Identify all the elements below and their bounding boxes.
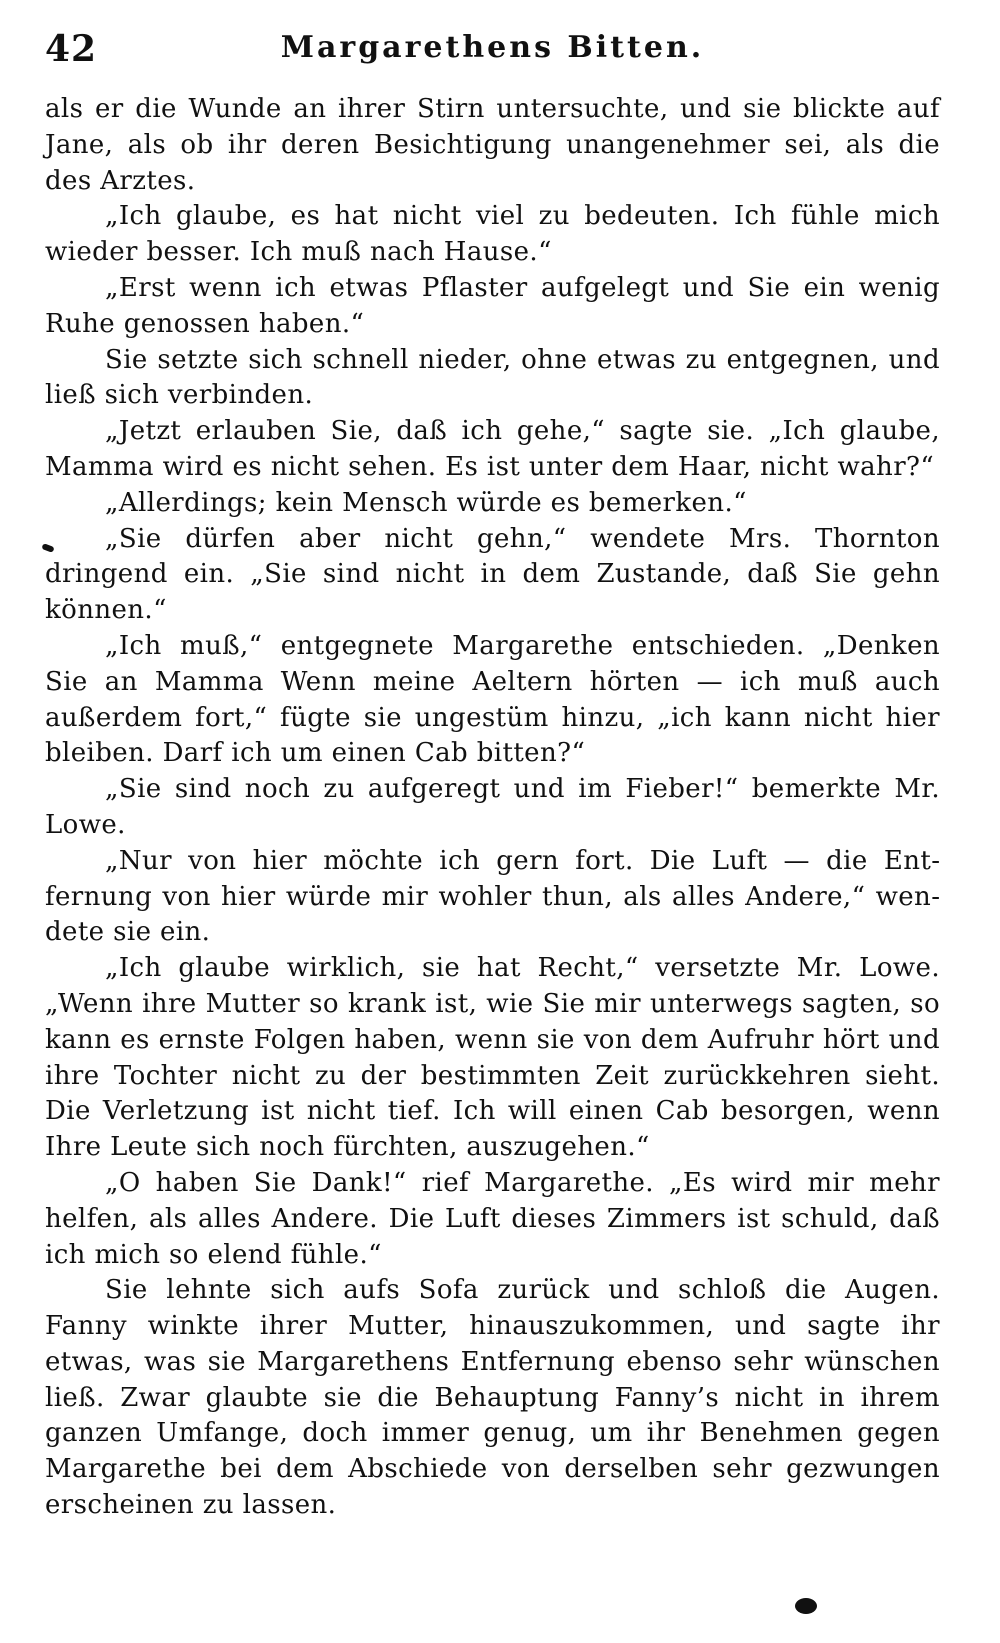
paragraph: „Ich glaube wirklich, sie hat Recht,“ versetzte Mr. Lowe. „Wenn ihre Mutter so krank ist, wie Sie mir unterwegs sagten, so kann es ernste Folgen haben, wenn sie von dem Aufruhr hört und ihre Tochter nicht zu der bestimmten Zeit zurückkehren sieht. Die Verletzung ist nicht tief. Ich will einen Cab besorgen, wenn Ihre Leute sich noch fürchten, auszugehen.“ <box>45 953 940 1163</box>
ink-blot <box>795 1598 817 1614</box>
paragraph: „Ich muß,“ entgegnete Margarethe entschieden. „Denken Sie an Mamma Wenn meine Aeltern hörten — ich muß auch außerdem fort,“ fügte sie ungestüm hinzu, „ich kann nicht hier bleiben. Darf ich um einen Cab bitten?“ <box>45 630 940 769</box>
page-number: 42 <box>45 28 98 70</box>
paragraph: „Erst wenn ich etwas Pflaster aufgelegt und Sie ein wenig Ruhe genossen haben.“ <box>45 272 940 339</box>
paragraph: Sie setzte sich schnell nieder, ohne etwas zu entgegnen, und ließ sich verbinden. <box>45 344 940 411</box>
body-text <box>45 92 940 1524</box>
paragraph: „Sie dürfen aber nicht gehn,“ wendete Mrs. Thornton dringend ein. „Sie sind nicht in dem Zustande, daß Sie gehn können.“ <box>45 523 940 626</box>
paragraph: „Jetzt erlauben Sie, daß ich gehe,“ sagte sie. „Ich glaube, Mamma wird es nicht sehen. Es ist unter dem Haar, nicht wahr?“ <box>45 416 940 482</box>
page-header <box>45 22 940 92</box>
paragraph: „O haben Sie Dank!“ rief Margarethe. „Es wird mir mehr helfen, als alles Andere. Die Luft dieses Zimmers ist schuld, daß ich mich so elend fühle.“ <box>45 1167 940 1270</box>
paragraph: „Sie sind noch zu aufgeregt und im Fieber!“ bemerkte Mr. Lowe. <box>45 774 940 840</box>
paragraph: „Ich glaube, es hat nicht viel zu bedeuten. Ich fühle mich wieder besser. Ich muß nach Hause.“ <box>45 201 940 268</box>
paragraph: als er die Wunde an ihrer Stirn untersuchte, und sie blickte auf Jane, als ob ihr deren Besichtigung unangenehmer sei, als die des Arztes. <box>45 94 940 196</box>
paragraph: Sie lehnte sich aufs Sofa zurück und schloß die Augen. Fanny winkte ihrer Mutter, hinauszukommen, und sagte ihr etwas, was sie Margarethens Entfernung ebenso sehr wünschen ließ. Zwar glaubte sie die Behauptung Fanny’s nicht in ihrem ganzen Umfange, doch immer genug, um ihr Benehmen gegen Margarethe bei dem Abschiede von derselben sehr gezwungen erscheinen zu lassen. <box>45 1275 940 1521</box>
paragraph: „Nur von hier möchte ich gern fort. Die Luft — die Entfernung von hier würde mir wohler thun, als alles Andere,“ wendete sie ein. <box>45 845 940 948</box>
running-head: Margarethens Bitten. <box>280 30 705 65</box>
paragraph: „Allerdings; kein Mensch würde es bemerken.“ <box>105 487 747 518</box>
